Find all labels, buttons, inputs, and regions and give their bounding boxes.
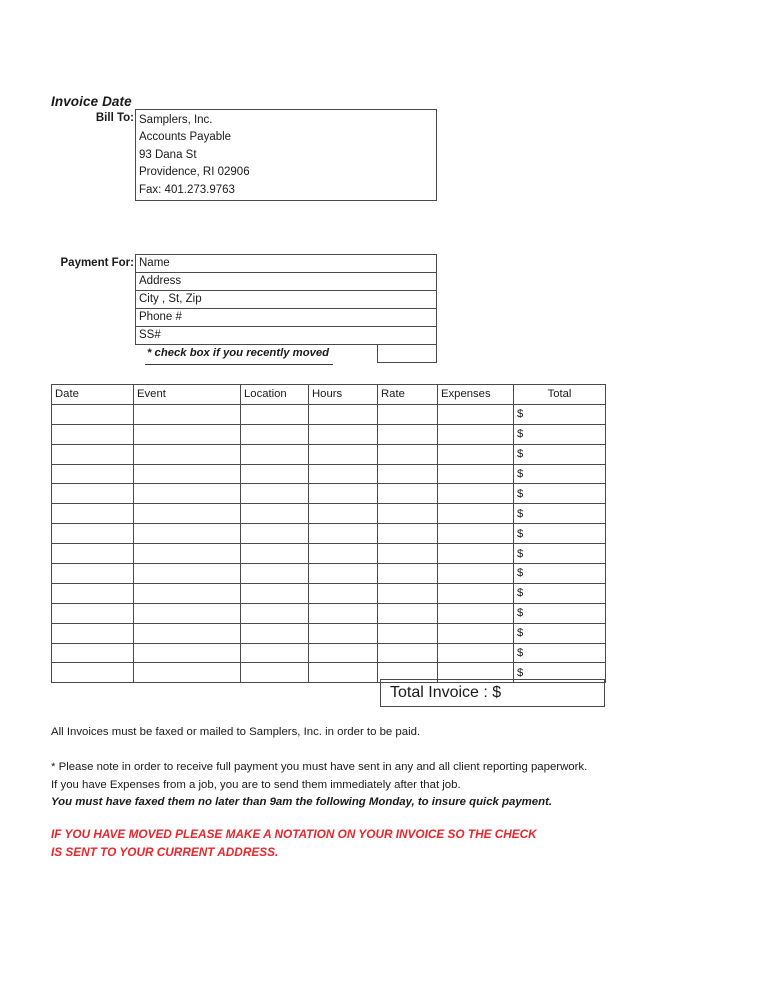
cell-event[interactable] [134,663,241,683]
cell-expenses[interactable] [438,564,514,584]
cell-total[interactable]: $ [514,524,606,544]
cell-date[interactable] [52,583,134,603]
cell-location[interactable] [241,524,309,544]
payment-for-field-city[interactable]: City , St, Zip [136,291,436,309]
cell-hours[interactable] [309,464,378,484]
payment-for-field-phone[interactable]: Phone # [136,309,436,327]
cell-expenses[interactable] [438,603,514,623]
cell-rate[interactable] [378,643,438,663]
note-full-payment: * Please note in order to receive full payment you must have sent in any and all client reporting paperwork. [51,761,588,773]
cell-location[interactable] [241,663,309,683]
cell-hours[interactable] [309,564,378,584]
cell-date[interactable] [52,564,134,584]
table-row [52,504,606,524]
table-row [52,583,606,603]
cell-expenses[interactable] [438,484,514,504]
payment-for-label: Payment For: [60,257,134,269]
moved-warning-line-2: IS SENT TO YOUR CURRENT ADDRESS. [51,845,279,859]
cell-date[interactable] [52,484,134,504]
cell-rate[interactable] [378,524,438,544]
recently-moved-checkbox[interactable] [377,344,437,363]
cell-location[interactable] [241,643,309,663]
table-row [52,623,606,643]
cell-date[interactable] [52,524,134,544]
recently-moved-row [135,344,437,364]
cell-event[interactable] [134,544,241,564]
payment-for-box [135,254,437,345]
cell-expenses[interactable] [438,504,514,524]
cell-date[interactable] [52,444,134,464]
table-row [52,484,606,504]
cell-date[interactable] [52,623,134,643]
table-row [52,424,606,444]
table-row [52,524,606,544]
column-header-expenses: Expenses [438,385,514,405]
note-expenses: If you have Expenses from a job, you are to send them immediately after that job. [51,779,461,791]
cell-location[interactable] [241,583,309,603]
cell-date[interactable] [52,603,134,623]
cell-hours[interactable] [309,504,378,524]
cell-date[interactable] [52,544,134,564]
cell-date[interactable] [52,424,134,444]
cell-total[interactable]: $ [514,623,606,643]
table-row [52,564,606,584]
cell-expenses[interactable] [438,643,514,663]
cell-hours[interactable] [309,444,378,464]
cell-hours[interactable] [309,544,378,564]
table-row [52,603,606,623]
cell-total[interactable]: $ [514,444,606,464]
cell-location[interactable] [241,464,309,484]
cell-hours[interactable] [309,484,378,504]
cell-expenses[interactable] [438,583,514,603]
cell-event[interactable] [134,504,241,524]
cell-event[interactable] [134,564,241,584]
cell-total[interactable]: $ [514,564,606,584]
bill-to-line: Fax: 401.273.9763 [139,183,235,196]
cell-location[interactable] [241,603,309,623]
cell-expenses[interactable] [438,424,514,444]
bill-to-box [135,109,437,201]
cell-location[interactable] [241,623,309,643]
cell-event[interactable] [134,404,241,424]
cell-rate[interactable] [378,504,438,524]
table-body [52,404,606,682]
cell-event[interactable] [134,444,241,464]
cell-rate[interactable] [378,444,438,464]
recently-moved-label: * check box if you recently moved [145,344,333,365]
cell-event[interactable] [134,484,241,504]
column-header-total: Total [514,385,606,405]
cell-expenses[interactable] [438,464,514,484]
payment-for-field-ssn[interactable]: SS# [136,327,436,345]
cell-hours[interactable] [309,643,378,663]
cell-total[interactable]: $ [514,583,606,603]
cell-rate[interactable] [378,404,438,424]
cell-rate[interactable] [378,424,438,444]
column-header-event: Event [134,385,241,405]
note-faxed-or-mailed: All Invoices must be faxed or mailed to Samplers, Inc. in order to be paid. [51,726,421,738]
cell-date[interactable] [52,663,134,683]
cell-date[interactable] [52,643,134,663]
table-row [52,464,606,484]
cell-event[interactable] [134,643,241,663]
cell-expenses[interactable] [438,404,514,424]
bill-to-label: Bill To: [95,112,134,124]
moved-warning-line-1: IF YOU HAVE MOVED PLEASE MAKE A NOTATION ON YOUR INVOICE SO THE CHECK [51,827,537,841]
cell-event[interactable] [134,623,241,643]
cell-rate[interactable] [378,583,438,603]
table-row [52,643,606,663]
column-header-location: Location [241,385,309,405]
cell-hours[interactable] [309,603,378,623]
table-row [52,444,606,464]
cell-total[interactable]: $ [514,603,606,623]
column-header-hours: Hours [309,385,378,405]
total-invoice-box[interactable]: Total Invoice : $ [380,679,605,707]
cell-date[interactable] [52,404,134,424]
cell-rate[interactable] [378,564,438,584]
cell-hours[interactable] [309,424,378,444]
cell-date[interactable] [52,464,134,484]
cell-hours[interactable] [309,623,378,643]
cell-total[interactable]: $ [514,484,606,504]
cell-total[interactable]: $ [514,424,606,444]
cell-rate[interactable] [378,603,438,623]
cell-total[interactable]: $ [514,544,606,564]
cell-expenses[interactable] [438,444,514,464]
cell-date[interactable] [52,504,134,524]
note-fax-deadline: You must have faxed them no later than 9am the following Monday, to insure quick payment. [51,796,553,808]
cell-location[interactable] [241,424,309,444]
cell-rate[interactable] [378,623,438,643]
cell-hours[interactable] [309,524,378,544]
bill-to-line: 93 Dana St [139,148,197,161]
bill-to-line: Accounts Payable [139,131,232,144]
cell-total[interactable]: $ [514,663,606,683]
cell-expenses[interactable] [438,524,514,544]
cell-event[interactable] [134,603,241,623]
cell-event[interactable] [134,583,241,603]
table-header-row [52,385,606,405]
cell-hours[interactable] [309,583,378,603]
payment-for-field-name[interactable]: Name [136,255,436,273]
cell-location[interactable] [241,504,309,524]
cell-location[interactable] [241,404,309,424]
cell-total[interactable]: $ [514,404,606,424]
payment-for-field-address[interactable]: Address [136,273,436,291]
cell-location[interactable] [241,484,309,504]
cell-expenses[interactable] [438,623,514,643]
page-title: Invoice Date [51,94,132,109]
cell-rate[interactable] [378,464,438,484]
column-header-rate: Rate [378,385,438,405]
cell-location[interactable] [241,544,309,564]
cell-total[interactable]: $ [514,504,606,524]
table-row [52,404,606,424]
cell-hours[interactable] [309,663,378,683]
cell-location[interactable] [241,444,309,464]
cell-event[interactable] [134,464,241,484]
cell-total[interactable]: $ [514,464,606,484]
cell-hours[interactable] [309,404,378,424]
cell-rate[interactable] [378,484,438,504]
table-row [52,544,606,564]
bill-to-line: Samplers, Inc. [139,114,213,126]
line-items-table [51,384,606,683]
cell-expenses[interactable] [438,544,514,564]
cell-rate[interactable] [378,544,438,564]
cell-total[interactable]: $ [514,643,606,663]
cell-location[interactable] [241,564,309,584]
bill-to-line: Providence, RI 02906 [139,166,250,179]
cell-event[interactable] [134,524,241,544]
cell-event[interactable] [134,424,241,444]
column-header-date: Date [52,385,134,405]
